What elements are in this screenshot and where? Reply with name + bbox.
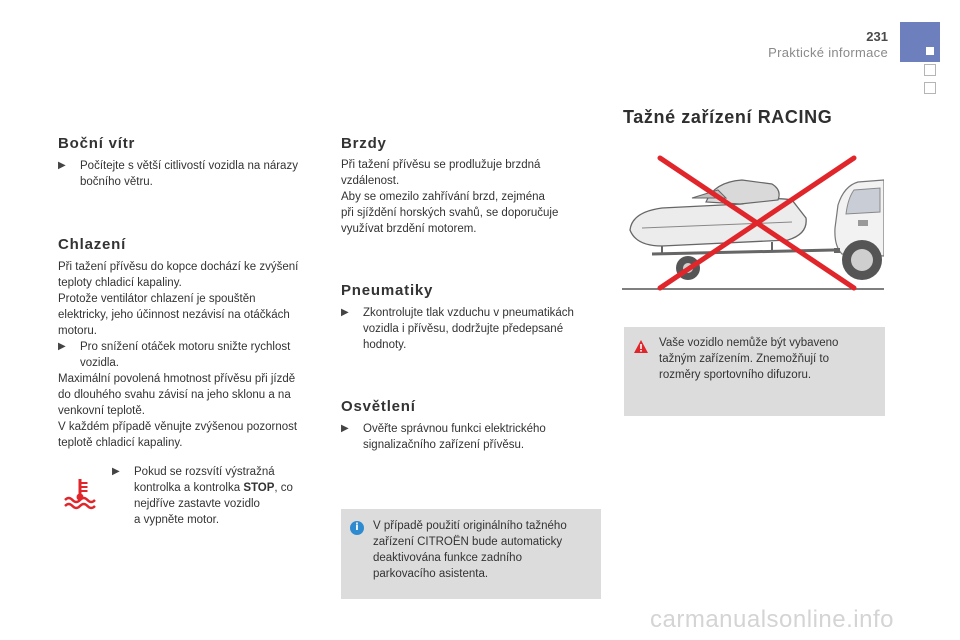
text-line: Aby se omezilo zahřívání brzd, zejména [341,191,545,203]
page-number: 231 [866,29,888,44]
heading-crosswind: Boční vítr [58,135,136,152]
text-line: V případě použití originálního tažného [373,520,567,532]
text-line: Maximální povolená hmotnost přívěsu při jízdě [58,373,296,385]
coolant-temperature-warning-icon [62,476,98,512]
trailer-towing-prohibited-illustration [622,150,884,295]
heading-racing-towbar: Tažné zařízení RACING [623,107,833,127]
text-line: Protože ventilátor chlazení je spouštěn [58,293,256,305]
text-line: do dlouhého svahu závisí na jeho sklonu a na [58,389,291,401]
stop-label: STOP [243,482,275,494]
crosswind-text [58,158,320,190]
arrow-bullet-icon: ▶ [341,307,349,318]
text-line: využívat brzdění motorem. [341,223,477,235]
text-line: parkovacího asistenta. [373,568,489,580]
heading-lighting: Osvětlení [341,398,416,415]
watermark: carmanualsonline.info [650,606,894,633]
list-item: ▶ Pokud se rozsvítí výstražná kontrolka a kontrolka STOP, co nejdříve zastavte vozidlo a vypněte motor. [112,466,293,526]
text-line: vzdálenost. [341,175,400,187]
warning-triangle-icon [633,339,649,354]
text-line: Vaše vozidlo nemůže být vybaveno [659,337,839,349]
coolant-warning-text [112,464,322,528]
text-line: venkovní teplotě. [58,405,145,417]
chapter-tab-empty[interactable] [924,64,936,76]
info-note-box [341,509,601,599]
text-line: elektricky, jeho účinnost nezávisí na otáčkách [58,309,290,321]
lighting-text [341,421,603,453]
heading-cooling: Chlazení [58,236,127,253]
arrow-bullet-icon: ▶ [58,160,66,171]
list-item: ▶ Počítejte s větší citlivostí vozidla na nárazy bočního větru. [58,160,298,188]
chapter-tab[interactable] [900,22,940,62]
text-line: Při tažení přívěsu se prodlužuje brzdná [341,159,541,171]
chapter-tab-empty[interactable] [924,82,936,94]
warning-note-box [624,327,885,416]
text-line: Při tažení přívěsu do kopce dochází ke zvýšení [58,261,299,273]
text-line: V každém případě věnujte zvýšenou pozornost [58,421,298,433]
arrow-bullet-icon: ▶ [58,341,66,352]
list-item: ▶ Zkontrolujte tlak vzduchu v pneumatikách vozidla i přívěsu, dodržujte předepsané hodnoty. [341,307,574,351]
list-item: ▶ Ověřte správnou funkci elektrického signalizačního zařízení přívěsu. [341,423,546,451]
heading-brakes: Brzdy [341,135,387,152]
text-line: teplotě chladicí kapaliny. [58,437,183,449]
heading-tyres: Pneumatiky [341,282,434,299]
text-line: tažným zařízením. Znemožňují to [659,353,830,365]
text-line: zařízení CITROËN bude automaticky [373,536,563,548]
text-line: teploty chladicí kapaliny. [58,277,182,289]
arrow-bullet-icon: ▶ [112,466,120,477]
cooling-text [58,259,322,451]
arrow-bullet-icon: ▶ [341,423,349,434]
text-line: deaktivována funkce zadního [373,552,522,564]
list-item: ▶ Pro snížení otáček motoru snižte rychlost vozidla. [58,341,291,369]
chapter-tab-marker [926,47,934,55]
brakes-text [341,157,601,237]
info-icon: i [350,521,364,535]
text-line: při sjíždění horských svahů, se doporučuje [341,207,559,219]
text-line: rozměry sportovního difuzoru. [659,369,812,381]
section-title: Praktické informace [768,45,888,60]
text-line: motoru. [58,325,97,337]
info-note-text [373,518,595,582]
warning-note-text [659,335,879,383]
tyres-text [341,305,603,353]
